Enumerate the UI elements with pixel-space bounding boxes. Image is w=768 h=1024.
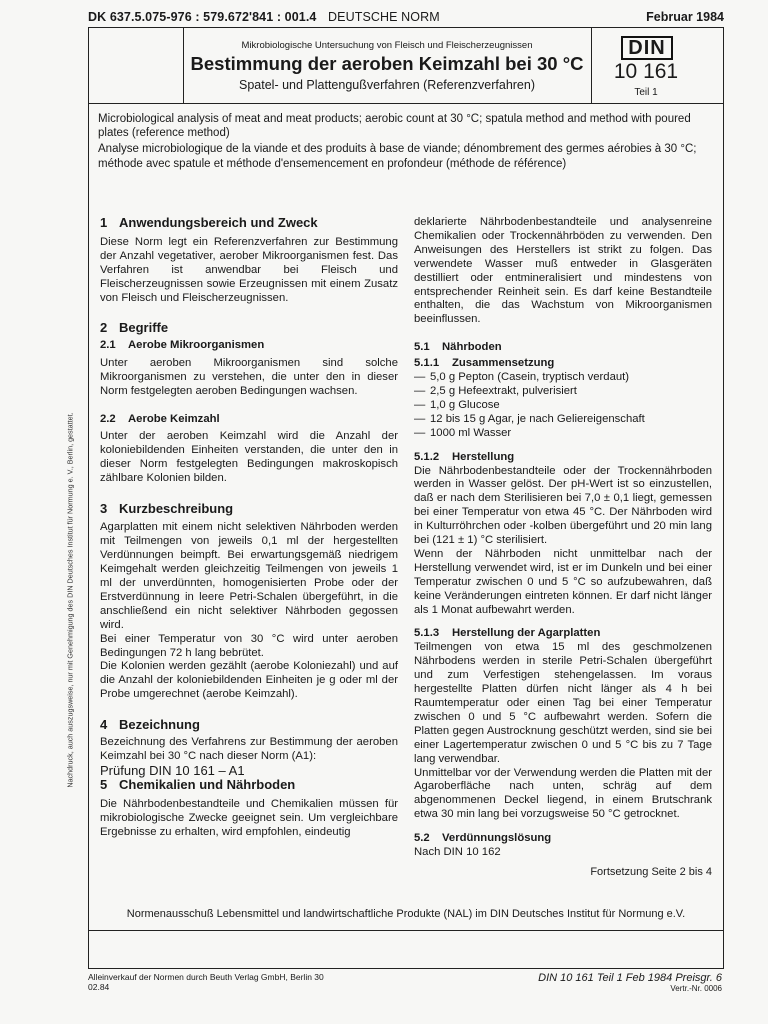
section-1-text: Diese Norm legt ein Referenzverfahren zur Bestimmung der Anzahl vegetativer, aerober Mikroorganismen fest. Das Verfahren ist anwendbar bei Fleisch und Fleischerzeugnissen sowie Erzeugnissen mit einem Zusatz von Fleisch und Fleischerzeugnissen.	[100, 235, 398, 304]
sales-number: Vertr.-Nr. 0006	[670, 984, 722, 993]
section-3-text-3: Die Kolonien werden gezählt (aerobe Koloniezahl) und auf die Anzahl der koloniebildenden Einheiten je g oder ml der Probe umgerechnet (aerobe Keimzahl).	[100, 660, 398, 701]
section-5-text-b: deklarierte Nährbodenbestandteile und analysenreine Chemikalien oder Trockennährböden zu verwenden. Den Anweisungen des Herstellers ist strikt zu folgen. Das verwendete Wasser muß entweder in Glasgeräten destilliert oder entmineralisiert und mindestens von entsprechender Reinheit sein. Es darf keine Bestandteile enthalten, die das Wachstum von Mikroorganismen beeinflussen.	[414, 216, 712, 326]
title-translations	[98, 112, 718, 171]
section-5-1-2-text-1: Die Nährbodenbestandteile oder der Trockennährboden werden in Wasser gelöst. Der pH-Wert ist so einzustellen, daß er nach dem Sterilisieren bei 7,0 ± 0,1 liegt, gemessen bei einer Temperatur von etwa 45 °C. Der Nährboden wird in Kulturröhrchen oder -kolben übergeführt und 20 min lang bei (121 ± 1) °C sterilisiert.	[414, 464, 712, 547]
continuation-note: Fortsetzung Seite 2 bis 4	[590, 866, 712, 878]
document-subtitle: Mikrobiologische Untersuchung von Fleisch und Fleischerzeugnissen	[241, 40, 533, 51]
header-divider	[88, 103, 724, 104]
committee-line: Normenausschuß Lebensmittel und landwirtschaftliche Produkte (NAL) im DIN Deutsches Institut für Normung e.V.	[126, 908, 686, 920]
section-2-2-text: Unter der aeroben Keimzahl wird die Anzahl der koloniebildenden Einheiten verstanden, die unter den in dieser Norm festgelegten Bedingungen makroskopisch zählbare Kolonien bilden.	[100, 429, 398, 484]
header-right-divider	[591, 27, 592, 103]
section-2-2-heading: 2.2 Aerobe Keimzahl	[100, 412, 220, 425]
publication-date: Februar 1984	[646, 10, 724, 24]
designation-example: Prüfung DIN 10 161 – A1	[100, 762, 245, 778]
reference-line: DIN 10 161 Teil 1 Feb 1984 Preisgr. 6	[538, 972, 722, 984]
french-title: Analyse microbiologique de la viande et des produits à base de viande; dénombrement des germes aérobies à 30 °C; méthode avec spatule et méthode d'ensemencement en profondeur (méthode de référence)	[98, 143, 697, 170]
standard-type: DEUTSCHE NORM	[328, 10, 440, 24]
din-number: 10 161	[613, 60, 679, 83]
list-item: — 12 bis 15 g Agar, je nach Geliereigenschaft	[414, 413, 712, 427]
section-4-heading: 4 Bezeichnung	[100, 717, 200, 733]
list-item: — 5,0 g Pepton (Casein, tryptisch verdaut)	[414, 371, 712, 385]
left-column	[100, 216, 398, 839]
section-5-1-heading: 5.1 Nährboden	[414, 341, 502, 354]
sales-date: 02.84	[88, 982, 110, 992]
english-title: Microbiological analysis of meat and meat products; aerobic count at 30 °C; spatula method and method with poured plates (reference method)	[98, 113, 691, 140]
section-5-text-a: Die Nährbodenbestandteile und Chemikalien müssen für mikrobiologische Zwecke geeignet sein. Um vergleichbare Ergebnisse zu erhalten, wird empfohlen, eindeutig	[100, 797, 398, 838]
din-part: Teil 1	[634, 87, 658, 98]
section-1-heading: 1 Anwendungsbereich und Zweck	[100, 215, 318, 230]
section-5-1-2-text-2: Wenn der Nährboden nicht unmittelbar nach der Herstellung verwendet wird, ist er im Dunkeln und bei einer Temperatur zwischen 0 und 5 °C so aufzubewahren, daß keine Veränderungen eintreten können. Er darf nicht länger als 1 Monat aufbewahrt werden.	[414, 547, 712, 616]
classification-line	[88, 10, 440, 24]
list-item: — 2,5 g Hefeextrakt, pulverisiert	[414, 385, 712, 399]
din-logo: DIN	[621, 36, 673, 60]
document-reference	[538, 972, 722, 993]
document-method: Spatel- und Plattengußverfahren (Referenzverfahren)	[239, 78, 535, 92]
section-5-1-2-heading: 5.1.2 Herstellung	[414, 450, 515, 463]
section-2-1-text: Unter aeroben Mikroorganismen sind solche Mikroorganismen zu verstehen, die unter den in dieser Norm festgelegten aeroben Bedingungen wachsen.	[100, 357, 398, 398]
ingredient-list	[414, 371, 712, 441]
section-5-1-1-heading: 5.1.1 Zusammensetzung	[414, 357, 555, 370]
list-item: — 1000 ml Wasser	[414, 427, 712, 441]
section-5-1-3-text-1: Teilmengen von etwa 15 ml des geschmolzenen Nährbodens werden in sterile Petri-Schalen übergeführt und zum Verfestigen stehengelassen. Im voraus hergestellte Platten dürfen nicht länger als 4 h bei Raumtemperatur oder einen Tag bei einer Temperatur zwischen 0 und 5 °C aufbewahrt werden. Sofern die Platten gegen Austrocknung geschützt werden, sind sie bei einer Lagertemperatur zwischen 0 und 5 °C bis zu 7 Tage lang verwendbar.	[414, 641, 712, 765]
sales-line: Alleinverkauf der Normen durch Beuth Verlag GmbH, Berlin 30	[88, 972, 324, 982]
footer-divider	[88, 930, 724, 931]
section-5-2-text: Nach DIN 10 162	[414, 846, 501, 859]
dk-classification: DK 637.5.075-976 : 579.672'841 : 001.4	[88, 10, 317, 24]
section-5-1-3-text-2: Unmittelbar vor der Verwendung werden die Platten mit der Agaroberfläche nach unten, schräg auf dem abgenommenen Deckel liegend, in einem Brutschrank etwa 30 min lang bei vorzugsweise 50 °C getrocknet.	[414, 766, 712, 821]
section-5-heading: 5 Chemikalien und Nährboden	[100, 776, 296, 792]
section-5-1-3-heading: 5.1.3 Herstellung der Agarplatten	[414, 627, 601, 640]
section-4-text: Bezeichnung des Verfahrens zur Bestimmung der aeroben Keimzahl bei 30 °C nach dieser Norm (A1):	[100, 736, 398, 762]
reprint-notice: Nachdruck, auch auszugsweise, nur mit Genehmigung des DIN Deutsches Institut für Normung e. V., Berlin, gestattet.	[65, 412, 75, 788]
document-title: Bestimmung der aeroben Keimzahl bei 30 °C	[190, 53, 584, 74]
section-3-text-2: Bei einer Temperatur von 30 °C wird unter aeroben Bedingungen 72 h lang bebrütet.	[100, 632, 398, 659]
section-2-1-heading: 2.1 Aerobe Mikroorganismen	[100, 339, 265, 352]
section-5-2-heading: 5.2 Verdünnungslösung	[414, 832, 552, 845]
right-column	[414, 216, 712, 860]
sales-notice	[88, 972, 324, 992]
list-item: — 1,0 g Glucose	[414, 399, 712, 413]
section-2-heading: 2 Begriffe	[100, 320, 169, 336]
section-3-text-1: Agarplatten mit einem nicht selektiven Nährboden werden mit Teilmengen von jeweils 0,1 ml der hergestellten Verdünnungen beimpft. Bei erwartungsgemäß niedrigem Keimgehalt werden gleichzeitig Teilmengen von jeweils 1 ml der unverdünnten, homogenisierten Probe oder der Erstverdünnung in leere Petri-Schalen übergeführt, in die anschließend ein nicht selektiver Nährboden gegossen wird.	[100, 521, 398, 631]
section-3-heading: 3 Kurzbeschreibung	[100, 500, 234, 516]
